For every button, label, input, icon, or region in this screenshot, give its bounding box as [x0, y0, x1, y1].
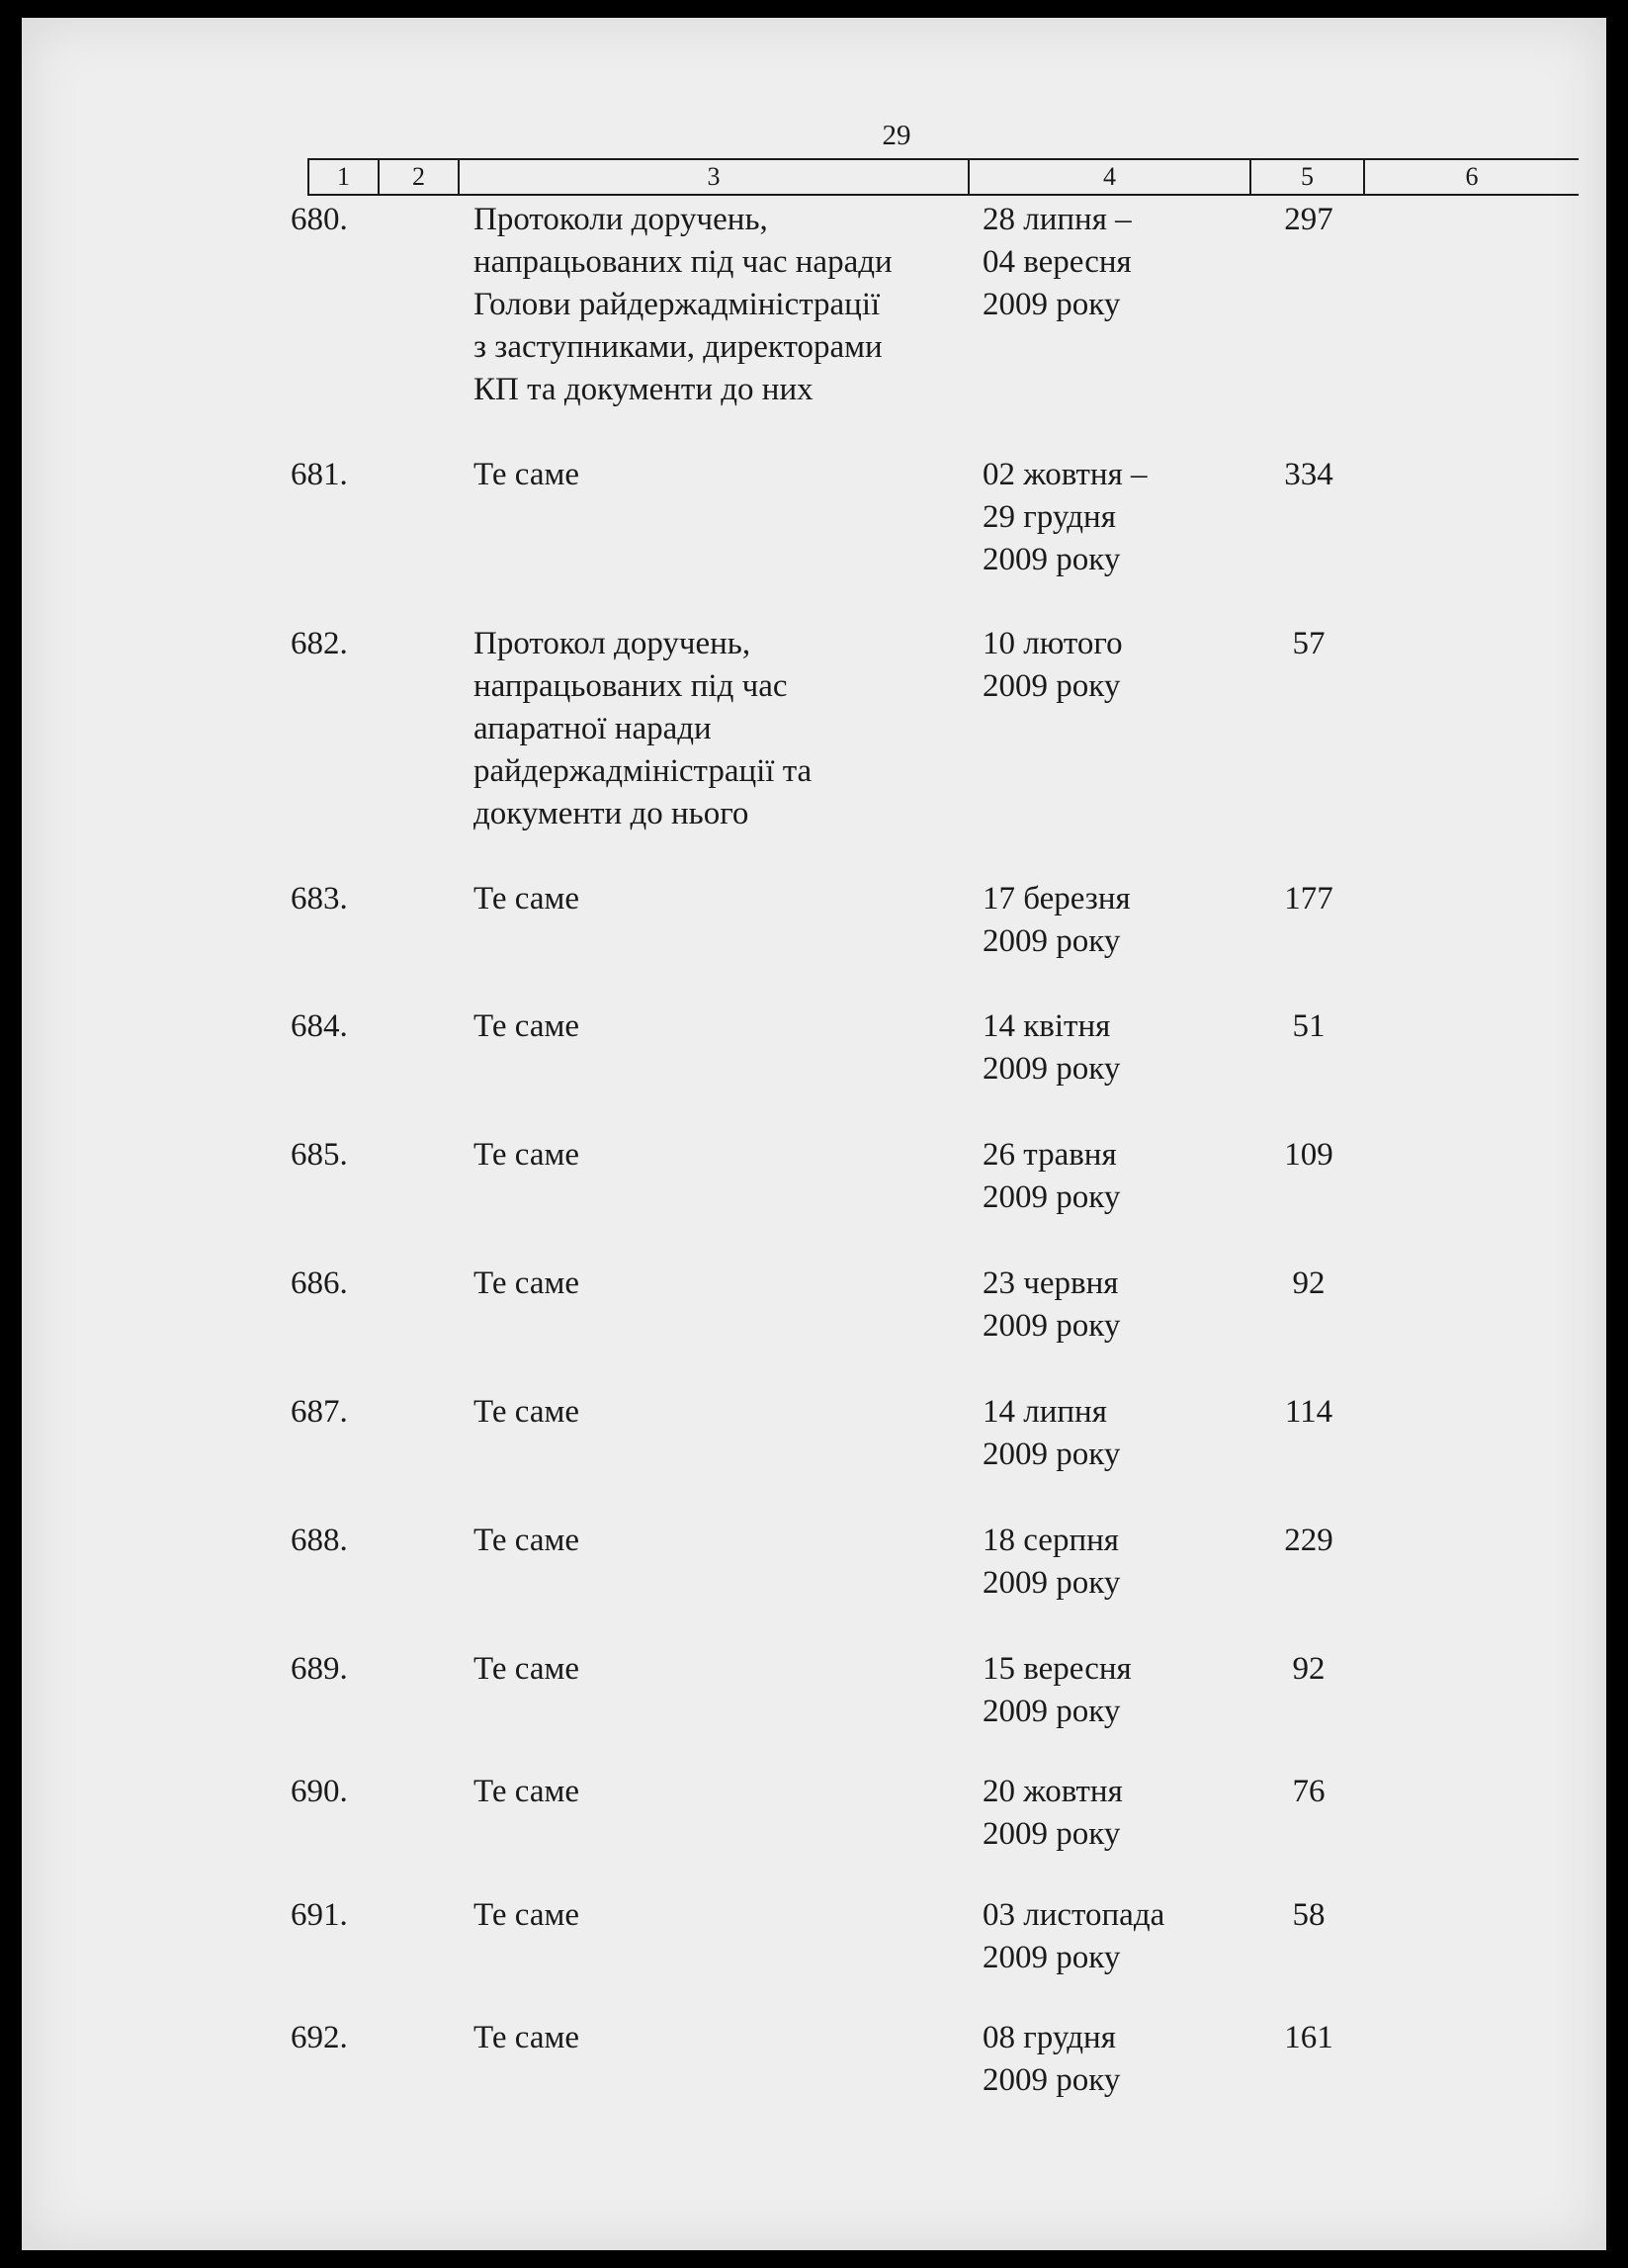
record-number: 682. [291, 626, 348, 661]
record-sheet-count: 92 [1292, 1651, 1326, 1687]
record-title [473, 1134, 968, 1177]
record-date-line: 2009 року [983, 542, 1121, 577]
record-sheet-count: 177 [1284, 881, 1333, 916]
record-title-line: Те саме [473, 2020, 580, 2055]
record-title-line: Протокол доручень, [473, 626, 751, 661]
column-header-6: 6 [1364, 159, 1579, 195]
record-title [473, 199, 968, 411]
record-title-line: Те саме [473, 1897, 580, 1933]
record-dates [983, 1894, 1230, 1979]
record-sheet-count: 58 [1292, 1897, 1326, 1933]
record-number: 681. [291, 457, 348, 492]
record-title-line: Те саме [473, 881, 580, 916]
record-date-line: 04 вересня [983, 244, 1132, 280]
record-sheet-count: 297 [1284, 202, 1333, 237]
record-date-line: 29 грудня [983, 499, 1116, 535]
record-date-line: 2009 року [983, 1308, 1121, 1344]
record-dates [983, 1134, 1230, 1219]
record-title-line: напрацьованих під час наради [473, 244, 893, 280]
record-number: 687. [291, 1394, 348, 1430]
record-dates [983, 1391, 1230, 1476]
record-date-line: 20 жовтня [983, 1774, 1123, 1809]
record-number: 688. [291, 1523, 348, 1558]
record-dates [983, 1520, 1230, 1605]
record-title-line: Те саме [473, 457, 580, 492]
record-number: 680. [291, 202, 348, 237]
record-title-line: Те саме [473, 1008, 580, 1044]
record-title-line: Те саме [473, 1651, 580, 1687]
record-dates [983, 1648, 1230, 1733]
record-sheet-count: 229 [1284, 1523, 1333, 1558]
column-header-row [308, 159, 1579, 195]
record-date-line: 03 листопада [983, 1897, 1165, 1933]
record-title [473, 1391, 968, 1434]
record-dates [983, 1263, 1230, 1348]
record-title-line: Те саме [473, 1523, 580, 1558]
record-title [473, 454, 968, 496]
record-date-line: 2009 року [983, 1051, 1121, 1087]
record-sheet-count: 76 [1292, 1774, 1326, 1809]
record-date-line: 23 червня [983, 1265, 1119, 1301]
record-date-line: 2009 року [983, 1179, 1121, 1215]
record-dates [983, 1771, 1230, 1856]
record-dates [983, 878, 1230, 963]
record-sheet-count: 161 [1284, 2020, 1333, 2055]
record-date-line: 15 вересня [983, 1651, 1132, 1687]
document-page [22, 18, 1606, 2250]
record-date-line: 14 липня [983, 1394, 1107, 1430]
record-date-line: 18 серпня [983, 1523, 1119, 1558]
record-title-line: Те саме [473, 1774, 580, 1809]
record-dates [983, 1005, 1230, 1090]
record-title-line: Те саме [473, 1137, 580, 1173]
record-date-line: 08 грудня [983, 2020, 1116, 2055]
record-number: 686. [291, 1265, 348, 1301]
record-sheet-count: 57 [1292, 626, 1326, 661]
record-number: 683. [291, 881, 348, 916]
record-title-line: документи до нього [473, 796, 749, 831]
record-date-line: 14 квітня [983, 1008, 1111, 1044]
record-number: 690. [291, 1774, 348, 1809]
record-title-line: з заступниками, директорами [473, 329, 883, 365]
record-date-line: 02 жовтня – [983, 457, 1148, 492]
record-dates [983, 2017, 1230, 2102]
record-date-line: 2009 року [983, 1437, 1121, 1472]
record-date-line: 2009 року [983, 1694, 1121, 1729]
record-dates [983, 454, 1230, 581]
record-date-line: 2009 року [983, 668, 1121, 704]
record-title [473, 1648, 968, 1691]
record-title-line: райдержадміністрації та [473, 753, 813, 789]
record-title-line: Те саме [473, 1394, 580, 1430]
record-title-line: Протоколи доручень, [473, 202, 768, 237]
column-header-table [307, 158, 1579, 196]
record-title-line: Голови райдержадміністрації [473, 287, 881, 322]
column-header-1: 1 [308, 159, 379, 195]
record-title [473, 623, 968, 835]
record-date-line: 2009 року [983, 1565, 1121, 1601]
record-date-line: 2009 року [983, 1816, 1121, 1852]
column-header-2: 2 [379, 159, 459, 195]
record-title-line: апаратної наради [473, 711, 712, 746]
column-header-5: 5 [1250, 159, 1364, 195]
record-date-line: 2009 року [983, 1940, 1121, 1975]
record-date-line: 2009 року [983, 2062, 1121, 2098]
record-dates [983, 199, 1230, 326]
record-title [473, 1894, 968, 1937]
record-dates [983, 623, 1230, 708]
record-sheet-count: 109 [1284, 1137, 1333, 1173]
record-title-line: Те саме [473, 1265, 580, 1301]
record-date-line: 17 березня [983, 881, 1131, 916]
record-number: 691. [291, 1897, 348, 1933]
column-header-4: 4 [969, 159, 1250, 195]
record-sheet-count: 92 [1292, 1265, 1326, 1301]
record-title [473, 878, 968, 920]
record-number: 689. [291, 1651, 348, 1687]
record-sheet-count: 334 [1284, 457, 1333, 492]
record-number: 684. [291, 1008, 348, 1044]
record-title [473, 2017, 968, 2059]
record-title [473, 1005, 968, 1048]
record-title-line: напрацьованих під час [473, 668, 788, 704]
record-date-line: 26 травня [983, 1137, 1117, 1173]
record-date-line: 2009 року [983, 287, 1121, 322]
column-header-3: 3 [459, 159, 969, 195]
record-title [473, 1520, 968, 1562]
record-date-line: 28 липня – [983, 202, 1132, 237]
record-date-line: 2009 року [983, 923, 1121, 959]
record-title [473, 1771, 968, 1813]
record-sheet-count: 51 [1292, 1008, 1326, 1044]
page-number: 29 [882, 120, 911, 151]
record-date-line: 10 лютого [983, 626, 1123, 661]
record-title-line: КП та документи до них [473, 372, 814, 407]
record-sheet-count: 114 [1284, 1394, 1333, 1430]
record-number: 692. [291, 2020, 348, 2055]
record-number: 685. [291, 1137, 348, 1173]
record-title [473, 1263, 968, 1305]
